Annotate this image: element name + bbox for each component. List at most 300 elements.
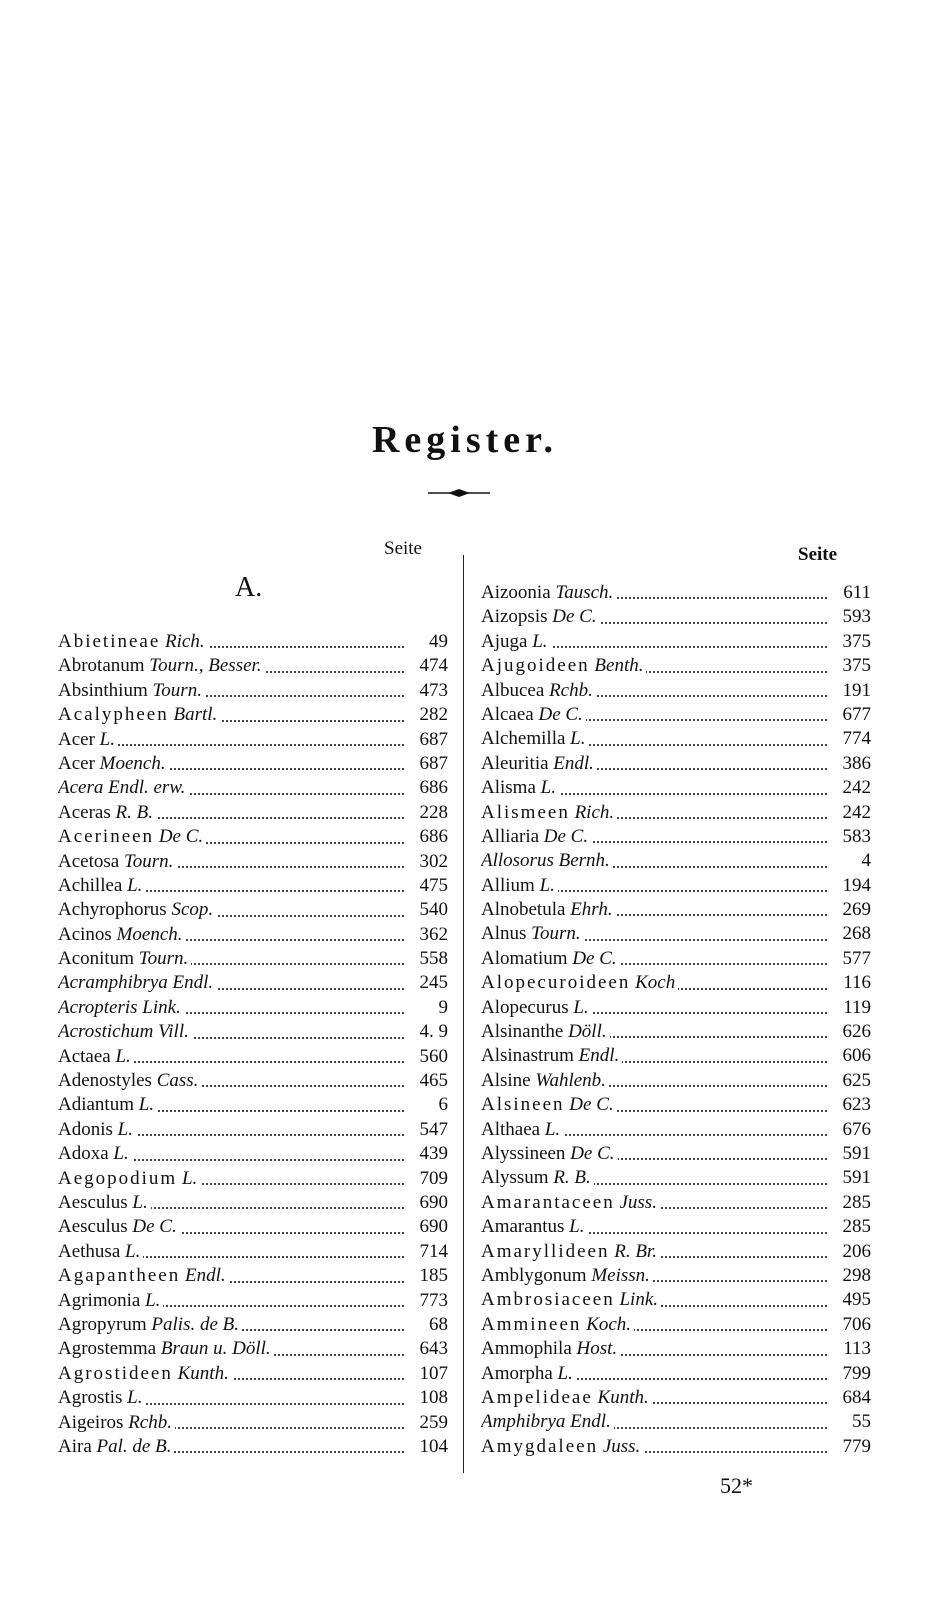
entry-name: Acer (58, 752, 95, 774)
entry-author: Cass. (156, 1070, 199, 1092)
entry-author: L. (115, 1045, 131, 1067)
index-entry (58, 1337, 448, 1361)
entry-page-number: 375 (827, 654, 871, 678)
index-entry (58, 971, 448, 995)
left-column-header: Seite (384, 538, 422, 559)
entry-author: L. (532, 630, 548, 652)
index-entry (58, 898, 448, 922)
entry-author: L. (113, 1143, 129, 1165)
index-entry (58, 1411, 448, 1435)
entry-page-number: 439 (404, 1142, 448, 1166)
index-entry (481, 752, 871, 776)
index-entry (481, 776, 871, 800)
entry-term (58, 1046, 134, 1067)
entry-author: Acropteris Link. (58, 996, 181, 1018)
entry-name: Alchemilla (481, 728, 566, 750)
entry-author: L. (125, 1240, 141, 1262)
entry-term (481, 655, 646, 676)
entry-author: Endl. (184, 1265, 226, 1287)
entry-page-number: 116 (827, 971, 871, 995)
entry-author: De C. (572, 947, 617, 969)
entry-name: Aegopodium (58, 1167, 178, 1189)
entry-name: Alnobetula (481, 899, 566, 921)
entry-term (481, 1363, 576, 1384)
entry-author: Moench. (116, 923, 183, 945)
entry-name: Adiantum (58, 1094, 134, 1116)
index-entry (58, 630, 448, 654)
entry-author: L. (132, 1191, 148, 1213)
index-entry (481, 1093, 871, 1117)
entry-term (58, 1436, 174, 1457)
index-entry (58, 1118, 448, 1142)
entry-page-number: 282 (404, 703, 448, 727)
entry-author: Endl. (553, 752, 594, 774)
entry-author: L. (117, 1118, 133, 1140)
entry-term (58, 851, 176, 872)
index-entry (58, 752, 448, 776)
entry-author: L. (539, 874, 555, 896)
entry-name: Aigeiros (58, 1411, 124, 1433)
entry-author: Scop. (171, 899, 214, 921)
entry-name: Aconitum (58, 948, 134, 970)
entry-name: Alyssineen (481, 1142, 566, 1164)
entry-page-number: 298 (827, 1264, 871, 1288)
entry-name: Ammineen (481, 1313, 582, 1335)
entry-term (481, 1241, 660, 1262)
entry-author: L. (569, 1216, 585, 1238)
index-entry (481, 825, 871, 849)
index-entry (481, 1288, 871, 1312)
entry-author: Benth. (594, 655, 644, 677)
index-entry (481, 727, 871, 751)
entry-author: R. B. (115, 801, 153, 823)
entry-page-number: 623 (827, 1093, 871, 1117)
index-entry (481, 1166, 871, 1190)
entry-page-number: 540 (404, 898, 448, 922)
entry-term (58, 753, 169, 774)
entry-author: Ehrh. (570, 899, 613, 921)
entry-author: L. (181, 1167, 198, 1189)
entry-name: Alisma (481, 777, 536, 799)
entry-term (58, 1143, 132, 1164)
entry-term (481, 875, 558, 896)
index-entry (481, 1020, 871, 1044)
left-column-index (58, 630, 448, 1459)
section-letter: A. (235, 572, 263, 603)
entry-term (58, 1094, 157, 1115)
entry-term (481, 826, 591, 847)
index-entry (481, 1069, 871, 1093)
entry-term (58, 1168, 200, 1189)
entry-name: Albucea (481, 679, 545, 701)
page-title: Register. (371, 419, 559, 461)
entry-page-number: 687 (404, 728, 448, 752)
entry-author: Host. (576, 1338, 618, 1360)
entry-term (58, 1314, 242, 1335)
index-entry (58, 874, 448, 898)
entry-name: Abietineae (58, 631, 161, 652)
entry-name: Achyrophorus (58, 899, 167, 921)
entry-name: Alsine (481, 1069, 531, 1091)
entry-author: L. (544, 1118, 561, 1140)
index-entry (481, 996, 871, 1020)
entry-term (58, 1119, 136, 1140)
entry-term (58, 899, 216, 920)
entry-term (58, 1216, 180, 1237)
index-entry (58, 679, 448, 703)
index-entry (481, 1044, 871, 1068)
entry-name: Acer (58, 728, 95, 750)
entry-name: Alopecuroideen (481, 972, 631, 994)
entry-author: Acera Endl. erw. (58, 777, 186, 799)
entry-term (481, 1167, 594, 1188)
entry-name: Althaea (481, 1118, 541, 1140)
entry-page-number: 228 (404, 801, 448, 825)
entry-page-number: 259 (404, 1411, 448, 1435)
entry-name: Alsinanthe (481, 1021, 564, 1043)
entry-page-number: 690 (404, 1191, 448, 1215)
index-entry (481, 1264, 871, 1288)
entry-page-number: 362 (404, 923, 448, 947)
entry-author: L. (127, 874, 143, 896)
entry-term (58, 924, 186, 945)
entry-term (58, 1265, 229, 1286)
entry-author: Braun u. Döll. (160, 1338, 271, 1360)
entry-name: Aceras (58, 801, 111, 823)
index-entry (481, 971, 871, 995)
entry-author: Rchb. (549, 679, 593, 701)
entry-term (481, 1070, 609, 1091)
index-entry (481, 703, 871, 727)
entry-page-number: 677 (827, 703, 871, 727)
entry-name: Amarantaceen (481, 1191, 615, 1213)
entry-term (58, 997, 184, 1018)
index-entry (58, 1289, 448, 1313)
entry-term (58, 1070, 201, 1091)
entry-author: De C. (569, 1094, 614, 1116)
entry-author: Rchb. (128, 1411, 172, 1433)
entry-term (481, 923, 584, 944)
index-entry (58, 1069, 448, 1093)
entry-page-number: 676 (827, 1118, 871, 1142)
index-entry (481, 1142, 871, 1166)
entry-page-number: 611 (827, 581, 871, 605)
entry-page-number: 269 (827, 898, 871, 922)
entry-name: Allium (481, 874, 535, 896)
entry-author: L. (138, 1094, 155, 1116)
entry-author: Tourn. (138, 948, 189, 970)
index-entry (58, 1362, 448, 1386)
entry-page-number: 560 (404, 1045, 448, 1069)
index-entry (481, 1362, 871, 1386)
index-entry (481, 849, 871, 873)
index-entry (481, 1191, 871, 1215)
entry-name: Amarantus (481, 1216, 565, 1238)
entry-name: Alnus (481, 923, 527, 945)
entry-author: De C. (552, 606, 597, 628)
entry-term (481, 1265, 653, 1286)
entry-author: Moench. (99, 752, 166, 774)
entry-page-number: 709 (404, 1167, 448, 1191)
entry-term (481, 850, 613, 871)
entry-term (481, 606, 600, 627)
index-entry (481, 1386, 871, 1410)
index-entry (58, 1045, 448, 1069)
entry-term (58, 802, 156, 823)
entry-name: Alomatium (481, 947, 568, 969)
entry-name: Alsineen (481, 1094, 565, 1116)
index-entry (481, 605, 871, 629)
entry-page-number: 495 (827, 1288, 871, 1312)
entry-page-number: 119 (827, 996, 871, 1020)
entry-name: Actaea (58, 1045, 111, 1067)
entry-author: L. (557, 1362, 573, 1384)
entry-page-number: 113 (827, 1337, 871, 1361)
entry-name: Adenostyles (58, 1070, 152, 1092)
entry-page-number: 194 (827, 874, 871, 898)
entry-name: Agropyrum (58, 1313, 147, 1335)
entry-term (481, 680, 596, 701)
entry-term (58, 680, 205, 701)
entry-name: Agrostemma (58, 1338, 157, 1360)
column-divider (463, 555, 464, 1473)
entry-page-number: 577 (827, 947, 871, 971)
entry-author: Tourn. (531, 923, 581, 945)
entry-page-number: 9 (404, 996, 448, 1020)
entry-term (481, 582, 616, 603)
entry-term (58, 704, 220, 725)
entry-name: Amblygonum (481, 1264, 587, 1286)
index-entry (481, 801, 871, 825)
entry-author: L. (145, 1289, 161, 1311)
index-entry (58, 1142, 448, 1166)
index-entry (58, 1240, 448, 1264)
entry-author: Endl. (578, 1045, 620, 1067)
entry-term (481, 1436, 643, 1457)
entry-term (481, 972, 678, 993)
entry-author: Tourn., Besser. (149, 655, 262, 677)
index-entry (481, 1215, 871, 1239)
entry-author: De C. (543, 825, 589, 847)
entry-term (58, 729, 118, 750)
title-ornament (428, 486, 490, 500)
entry-term (58, 1290, 163, 1311)
index-entry (58, 1264, 448, 1288)
entry-page-number: 474 (404, 654, 448, 678)
entry-page-number: 799 (827, 1362, 871, 1386)
entry-page-number: 465 (404, 1069, 448, 1093)
index-entry (481, 922, 871, 946)
entry-term (58, 777, 188, 798)
entry-page-number: 686 (404, 776, 448, 800)
entry-term (481, 1289, 661, 1310)
entry-term (481, 1192, 660, 1213)
index-entry (481, 679, 871, 703)
index-entry (58, 1020, 448, 1044)
entry-author: Bartl. (173, 704, 218, 726)
entry-page-number: 108 (404, 1386, 448, 1410)
entry-name: Agrostis (58, 1387, 123, 1409)
entry-name: Absinthium (58, 679, 148, 701)
entry-term (481, 1411, 614, 1432)
entry-page-number: 779 (827, 1435, 871, 1459)
entry-term (58, 631, 208, 652)
entry-author: Palis. de B. (151, 1313, 240, 1335)
index-entry (58, 1313, 448, 1337)
entry-page-number: 714 (404, 1240, 448, 1264)
entry-page-number: 245 (404, 971, 448, 995)
index-entry (58, 1093, 448, 1117)
entry-page-number: 606 (827, 1044, 871, 1068)
entry-name: Aleuritia (481, 752, 549, 774)
index-entry (58, 654, 448, 678)
entry-author: De C. (538, 703, 583, 725)
entry-term (58, 1363, 232, 1384)
entry-term (58, 826, 206, 847)
entry-page-number: 302 (404, 850, 448, 874)
entry-term (481, 1338, 620, 1359)
entry-author: Kunth. (597, 1386, 649, 1408)
entry-term (58, 655, 265, 676)
entry-name: Alsinastrum (481, 1045, 574, 1067)
entry-author: L. (570, 728, 586, 750)
entry-author: R. Br. (614, 1240, 657, 1262)
entry-page-number: 107 (404, 1362, 448, 1386)
entry-author: Wahlenb. (535, 1069, 606, 1091)
entry-page-number: 55 (827, 1410, 871, 1434)
entry-page-number: 242 (827, 776, 871, 800)
entry-author: Amphibrya Endl. (481, 1411, 611, 1433)
entry-name: Aesculus (58, 1191, 128, 1213)
entry-name: Aizoonia (481, 582, 551, 603)
index-entry (58, 923, 448, 947)
entry-author: Allosorus Bernh. (481, 850, 610, 872)
entry-author: De C. (570, 1142, 615, 1164)
entry-term (481, 1094, 617, 1115)
entry-term (481, 1314, 634, 1335)
entry-page-number: 547 (404, 1118, 448, 1142)
entry-name: Ammophila (481, 1338, 572, 1360)
index-entry (481, 630, 871, 654)
entry-term (481, 1045, 622, 1066)
entry-name: Ajuga (481, 630, 528, 652)
entry-term (481, 1119, 563, 1140)
index-entry (58, 1435, 448, 1459)
entry-author: Pal. de B. (96, 1435, 172, 1457)
entry-page-number: 68 (404, 1313, 448, 1337)
entry-name: Alismeen (481, 801, 570, 823)
entry-page-number: 206 (827, 1240, 871, 1264)
index-entry (58, 825, 448, 849)
index-entry (481, 1435, 871, 1459)
entry-page-number: 690 (404, 1215, 448, 1239)
entry-page-number: 643 (404, 1337, 448, 1361)
entry-author: De C. (132, 1216, 177, 1238)
entry-term (58, 875, 145, 896)
entry-author: R. B. (553, 1167, 591, 1189)
entry-term (481, 777, 559, 798)
entry-page-number: 49 (404, 630, 448, 654)
entry-page-number: 268 (827, 922, 871, 946)
entry-name: Alcaea (481, 703, 534, 725)
entry-author: Rich. (165, 631, 205, 652)
entry-name: Ajugoideen (481, 655, 590, 677)
index-entry (58, 728, 448, 752)
index-entry (481, 1313, 871, 1337)
index-entry (58, 1386, 448, 1410)
entry-name: Aizopsis (481, 606, 548, 628)
entry-page-number: 191 (827, 679, 871, 703)
entry-page-number: 583 (827, 825, 871, 849)
entry-name: Aira (58, 1435, 92, 1457)
entry-name: Acalypheen (58, 704, 169, 726)
entry-author: Kunth. (177, 1362, 229, 1384)
entry-name: Acerineen (58, 826, 155, 848)
entry-term (58, 972, 216, 993)
entry-term (481, 753, 597, 774)
entry-term (481, 1021, 610, 1042)
entry-page-number: 475 (404, 874, 448, 898)
entry-name: Alyssum (481, 1167, 549, 1189)
index-entry (481, 654, 871, 678)
entry-page-number: 684 (827, 1386, 871, 1410)
entry-name: Acetosa (58, 850, 120, 872)
entry-page-number: 104 (404, 1435, 448, 1459)
entry-name: Amorpha (481, 1362, 553, 1384)
entry-name: Aethusa (58, 1240, 121, 1262)
entry-page-number: 686 (404, 825, 448, 849)
entry-term (481, 802, 617, 823)
entry-author: Link. (619, 1289, 659, 1311)
entry-page-number: 4. 9 (404, 1020, 448, 1044)
right-column-header: Seite (798, 544, 838, 565)
entry-term (58, 1387, 145, 1408)
entry-term (58, 948, 191, 969)
entry-author: Koch (635, 972, 676, 994)
entry-author: Juss. (619, 1191, 657, 1213)
index-entry (58, 1215, 448, 1239)
entry-page-number: 774 (827, 727, 871, 751)
entry-author: Juss. (602, 1435, 641, 1457)
entry-name: Ambrosiaceen (481, 1289, 615, 1311)
index-entry (58, 801, 448, 825)
index-entry (58, 947, 448, 971)
entry-page-number: 687 (404, 752, 448, 776)
entry-author: Rich. (574, 801, 615, 823)
right-column-index (481, 581, 871, 1459)
entry-page-number: 473 (404, 679, 448, 703)
entry-term (481, 631, 551, 652)
entry-page-number: 285 (827, 1215, 871, 1239)
entry-author: L. (573, 996, 589, 1018)
entry-name: Agrimonia (58, 1289, 141, 1311)
entry-name: Alliaria (481, 825, 540, 847)
entry-author: Tourn. (123, 850, 174, 872)
entry-term (481, 1143, 618, 1164)
entry-name: Acinos (58, 923, 112, 945)
entry-page-number: 375 (827, 630, 871, 654)
entry-page-number: 6 (404, 1093, 448, 1117)
entry-author: Acrostichum Vill. (58, 1021, 189, 1043)
entry-term (481, 948, 620, 969)
entry-page-number: 626 (827, 1020, 871, 1044)
entry-page-number: 386 (827, 752, 871, 776)
index-entry (481, 1337, 871, 1361)
entry-page-number: 242 (827, 801, 871, 825)
index-entry (58, 776, 448, 800)
entry-name: Amaryllideen (481, 1240, 610, 1262)
entry-name: Abrotanum (58, 655, 145, 677)
